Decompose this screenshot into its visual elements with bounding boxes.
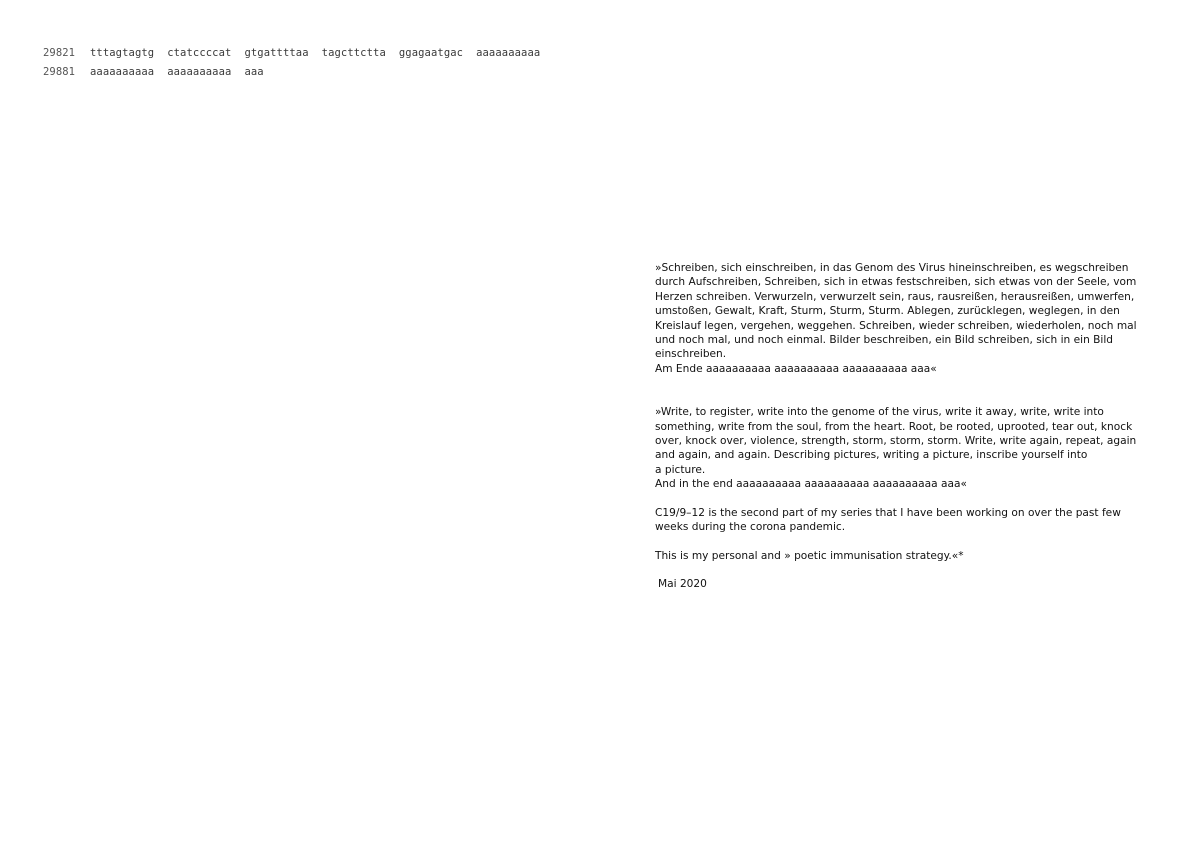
text-line: »Write, to register, write into the genome of the virus, write it away, write, write into [655,406,1104,419]
english-paragraph [655,405,1145,491]
text-line: Am Ende aaaaaaaaaa aaaaaaaaaa aaaaaaaaaa aaa« [655,362,937,375]
text-line: einschreiben. [655,348,727,361]
sequence-position: 29881 [43,66,76,78]
sequence-chunk: aaaaaaaaaa [167,66,232,78]
sequence-line [43,44,553,63]
text-line: C19/9–12 is the second part of my series that I have been working on over the past few [655,506,1121,519]
text-line: over, knock over, violence, strength, storm, storm, storm. Write, write again, repeat, again [655,435,1137,448]
statement-text [655,261,1145,591]
sequence-chunk: ctatccccat [167,47,232,59]
text-line: »Schreiben, sich einschreiben, in das Genom des Virus hineinschreiben, es wegschreiben [655,262,1129,274]
german-paragraph [655,261,1145,376]
sequence-chunk: aaaaaaaaaa [90,66,155,78]
sequence-chunk: ggagaatgac [398,47,464,59]
text-line: something, write from the soul, from the heart. Root, be rooted, uprooted, tear out, knock [655,420,1133,433]
genome-sequence [43,44,553,82]
strategy-line: This is my personal and » poetic immunisation strategy.«* [655,549,964,562]
sequence-line [43,63,553,82]
date-line: Mai 2020 [658,577,707,590]
text-line: And in the end aaaaaaaaaa aaaaaaaaaa aaaaaaaaaa aaa« [655,478,967,491]
sequence-chunk: tagcttctta [321,47,386,59]
text-line: und noch mal, und noch einmal. Bilder beschreiben, ein Bild schreiben, sich in ein Bild [655,334,1114,347]
sequence-chunk: gtgattttaa [244,47,309,59]
text-line: Kreislauf legen, vergehen, weggehen. Schreiben, wieder schreiben, wiederholen, noch mal [655,319,1137,332]
sequence-position: 29821 [43,47,76,59]
text-line: weeks during the corona pandemic. [655,521,846,534]
sequence-chunk: tttagtagtg [90,47,155,59]
text-line: umstoßen, Gewalt, Kraft, Sturm, Sturm, Sturm. Ablegen, zurücklegen, weglegen, in den [655,305,1120,318]
text-line: durch Aufschreiben, Schreiben, sich in etwas festschreiben, sich etwas von der Seele, vom [655,276,1137,289]
sequence-chunk: aaa [244,66,264,78]
text-line: and again, and again. Describing pictures, writing a picture, inscribe yourself into [655,449,1088,462]
text-line: Herzen schreiben. Verwurzeln, verwurzelt sein, raus, rausreißen, herausreißen, umwerfen, [655,290,1135,303]
text-line: a picture. [655,463,706,476]
sequence-chunk: aaaaaaaaaa [476,47,541,59]
series-paragraph [655,506,1145,535]
